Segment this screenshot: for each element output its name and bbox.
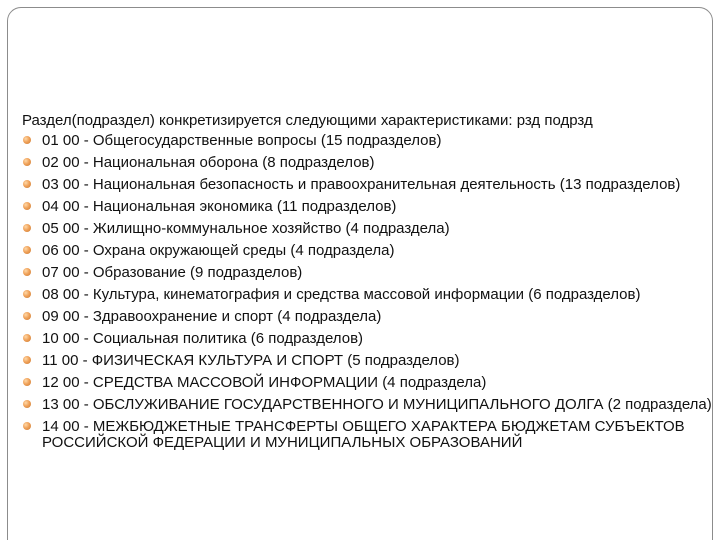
list-item-text: 10 00 - Социальная политика (6 подразделов) bbox=[42, 330, 364, 347]
bullet-icon bbox=[23, 246, 31, 254]
list-item bbox=[22, 155, 714, 171]
bullet-icon bbox=[23, 356, 31, 364]
bullet-icon bbox=[23, 224, 31, 232]
bullet-icon bbox=[23, 158, 31, 166]
slide-content bbox=[22, 113, 716, 457]
list-item bbox=[22, 265, 714, 281]
list-item-text: 03 00 - Национальная безопасность и правоохранительная деятельность (13 подразделов) bbox=[42, 176, 681, 193]
list-item bbox=[22, 287, 714, 303]
list-item bbox=[22, 331, 714, 347]
list-item-text: 11 00 - ФИЗИЧЕСКАЯ КУЛЬТУРА И СПОРТ (5 подразделов) bbox=[42, 352, 460, 369]
list-item bbox=[22, 419, 714, 451]
list-item bbox=[22, 177, 714, 193]
list-item bbox=[22, 133, 714, 149]
list-item-text: 01 00 - Общегосударственные вопросы (15 подразделов) bbox=[42, 132, 442, 149]
list-item bbox=[22, 221, 714, 237]
bullet-icon bbox=[23, 136, 31, 144]
list-item-text: 02 00 - Национальная оборона (8 подразделов) bbox=[42, 154, 375, 171]
bullet-icon bbox=[23, 202, 31, 210]
list-item-text: 08 00 - Культура, кинематография и средства массовой информации (6 подразделов) bbox=[42, 286, 641, 303]
bullet-icon bbox=[23, 378, 31, 386]
intro-text: Раздел(подраздел) конкретизируется следующими характеристиками: рзд подрзд bbox=[22, 113, 593, 129]
bullet-icon bbox=[23, 180, 31, 188]
list-item-text: 04 00 - Национальная экономика (11 подразделов) bbox=[42, 198, 397, 215]
bullet-icon bbox=[23, 268, 31, 276]
bullet-icon bbox=[23, 334, 31, 342]
list-item-text: 14 00 - МЕЖБЮДЖЕТНЫЕ ТРАНСФЕРТЫ ОБЩЕГО ХАРАКТЕРА БЮДЖЕТАМ СУБЪЕКТОВ РОССИЙСКОЙ ФЕДЕРАЦИИ И МУНИЦИПАЛЬНЫХ ОБРАЗОВАНИЙ bbox=[42, 418, 685, 451]
list-item-text: 07 00 - Образование (9 подразделов) bbox=[42, 264, 303, 281]
bullet-icon bbox=[23, 312, 31, 320]
list-item bbox=[22, 199, 714, 215]
list-item-text: 09 00 - Здравоохранение и спорт (4 подраздела) bbox=[42, 308, 382, 325]
bullet-icon bbox=[23, 400, 31, 408]
list-item-text: 13 00 - ОБСЛУЖИВАНИЕ ГОСУДАРСТВЕННОГО И МУНИЦИПАЛЬНОГО ДОЛГА (2 подраздела) bbox=[42, 396, 712, 413]
section-list bbox=[22, 133, 716, 451]
list-item bbox=[22, 353, 714, 369]
bullet-icon bbox=[23, 290, 31, 298]
list-item-text: 05 00 - Жилищно-коммунальное хозяйство (4 подраздела) bbox=[42, 220, 450, 237]
list-item bbox=[22, 375, 714, 391]
list-item bbox=[22, 243, 714, 259]
list-item bbox=[22, 397, 714, 413]
bullet-icon bbox=[23, 422, 31, 430]
list-item-text: 12 00 - СРЕДСТВА МАССОВОЙ ИНФОРМАЦИИ (4 подраздела) bbox=[42, 374, 487, 391]
list-item bbox=[22, 309, 714, 325]
list-item-text: 06 00 - Охрана окружающей среды (4 подраздела) bbox=[42, 242, 395, 259]
